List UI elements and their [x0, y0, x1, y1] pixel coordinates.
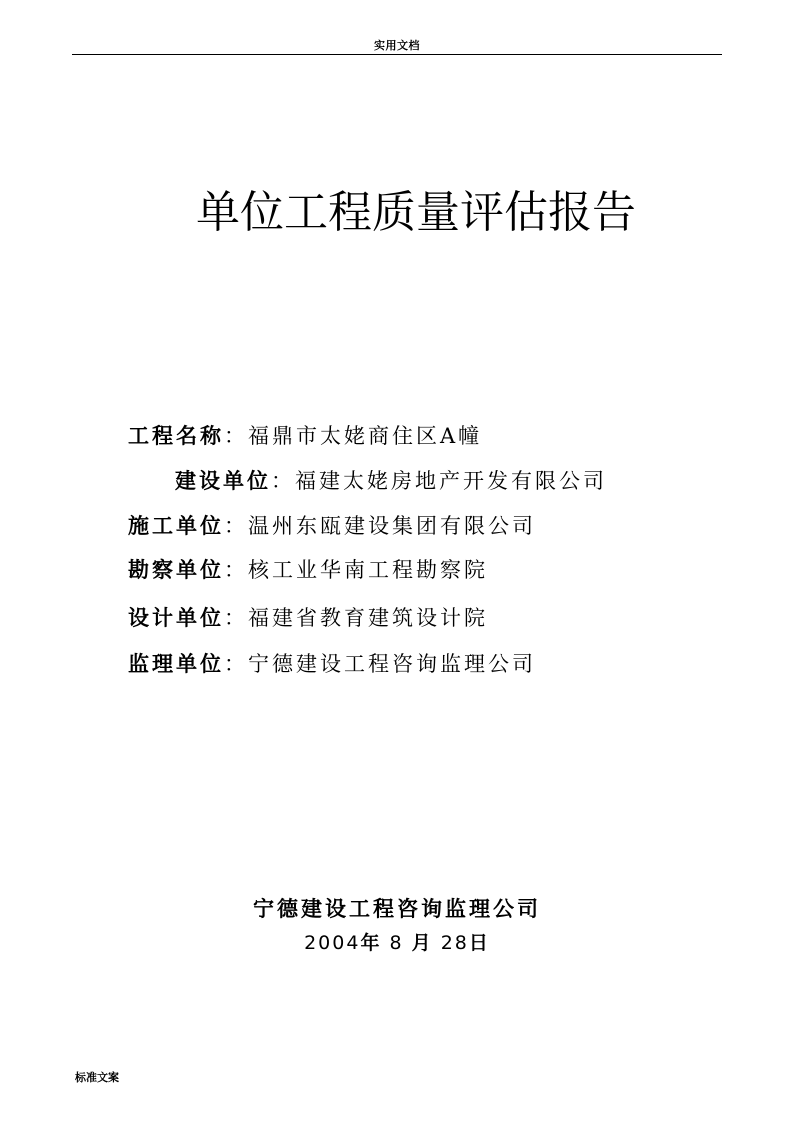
- design-value: 福建省教育建筑设计院: [248, 606, 488, 630]
- date-year-unit: 年: [360, 932, 382, 954]
- date-day-unit: 日: [468, 932, 490, 954]
- survey-value: 核工业华南工程勘察院: [248, 558, 488, 582]
- info-row-supervisor: [128, 648, 536, 678]
- date-month: 8: [389, 932, 404, 954]
- constructor-colon: ：: [224, 514, 248, 538]
- project-name-value: 福鼎市太姥商住区A幢: [248, 424, 483, 448]
- supervisor-colon: ：: [224, 652, 248, 676]
- design-colon: ：: [224, 606, 248, 630]
- info-row-owner: [175, 465, 607, 495]
- design-label: 设计单位: [128, 606, 224, 630]
- info-row-constructor: [128, 510, 536, 540]
- date-month-unit: 月: [411, 932, 433, 954]
- constructor-value: 温州东瓯建设集团有限公司: [248, 514, 536, 538]
- page-footer: 标准文案: [75, 1071, 119, 1084]
- date-year: 2004: [304, 932, 361, 954]
- report-date: [0, 928, 794, 955]
- project-name-label: 工程名称: [128, 424, 224, 448]
- constructor-label: 施工单位: [128, 514, 224, 538]
- info-row-design: [128, 602, 488, 632]
- project-name-colon: ：: [224, 424, 248, 448]
- header-divider: [72, 54, 722, 55]
- owner-colon: ：: [271, 469, 295, 493]
- survey-label: 勘察单位: [128, 558, 224, 582]
- supervisor-label: 监理单位: [128, 652, 224, 676]
- supervisor-value: 宁德建设工程咨询监理公司: [248, 652, 536, 676]
- info-row-project-name: [128, 420, 482, 450]
- page-header: 实用文档: [374, 39, 420, 52]
- document-title: 单位工程质量评估报告: [196, 187, 636, 238]
- signing-organization: 宁德建设工程咨询监理公司: [253, 897, 541, 921]
- owner-value: 福建太姥房地产开发有限公司: [295, 469, 607, 493]
- owner-label: 建设单位: [175, 469, 271, 493]
- date-day: 28: [440, 932, 469, 954]
- survey-colon: ：: [224, 558, 248, 582]
- info-row-survey: [128, 554, 488, 584]
